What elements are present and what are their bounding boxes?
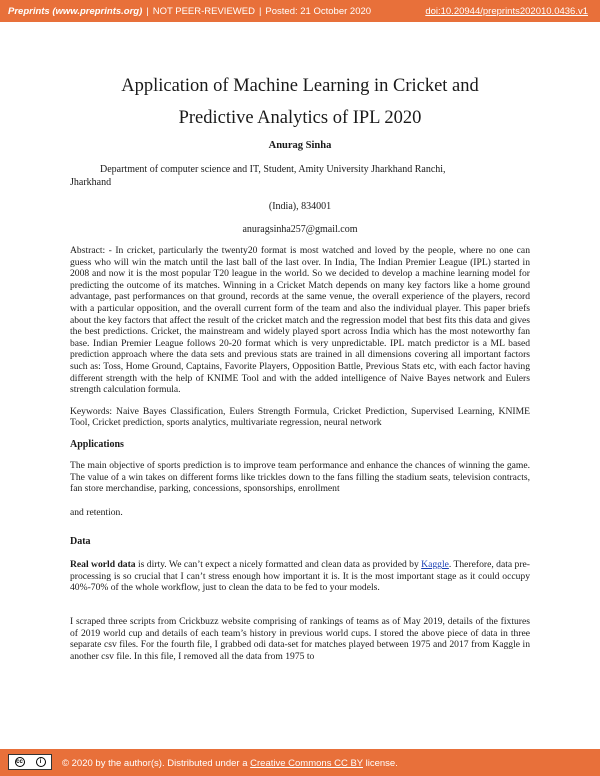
paper-body (70, 70, 530, 662)
affiliation-line-1: Department of computer science and IT, Student, Amity University Jharkhand Ranchi, (100, 164, 446, 175)
author-email[interactable]: anuragsinha257@gmail.com (242, 224, 358, 235)
kaggle-link[interactable]: Kaggle (421, 559, 449, 571)
data-heading: Data (70, 536, 91, 548)
abstract: Abstract: - In cricket, particularly the twenty20 format is most watched and loved by the people, where no one can guess who will win the match until the last ball of the last over. In India, The Indian Premier League (IPL) started in 2008 and now it is the most popular T20 league in the world. So we decided to develop a machine learning model for predicting the outcome of its matches. Winning in a Cricket Match depends on many key factors like a home ground advantage, past performances on that ground, records at the same venue, the overall experience of the players, record with a particular opposition, and the overall current form of the team and also the individual player. This paper briefs about the key factors that affect the result of the cricket match and the regression model that best fits this data and gives the best predictions. Cricket, the mainstream and widely played sport across India which has the most noteworthy fan base. Indian Premier League follows 20-20 format which is very unpredictable. IPL match predictor is a ML based prediction approach where the data sets and previous stats are trained in all dimensions covering all important factors such as: Toss, Home Ground, Captains, Favorite Players, Opposition Battle, Previous Stats etc, with each factor having different strength with the help of KNIME Tool and with the added intelligence of Naive Bayes network and Eulers strength calculation formula. (70, 245, 530, 396)
keywords: Keywords: Naive Bayes Classification, Eulers Strength Formula, Cricket Prediction, Supervised Learning, KNIME Tool, Cricket prediction, sports analytics, multivariate regression, neural network (70, 405, 530, 429)
paper-title (70, 70, 530, 134)
preprints-site-link[interactable]: Preprints (www.preprints.org) (8, 6, 143, 17)
author-name: Anurag Sinha (268, 140, 332, 151)
license-text (62, 758, 398, 769)
doi-link[interactable]: doi:10.20944/preprints202010.0436.v1 (425, 6, 588, 17)
header-info: Preprints (www.preprints.org) | NOT PEER-REVIEWED | Posted: 21 October 2020 (8, 6, 372, 17)
data-paragraph-2: I scraped three scripts from Crickbuzz website comprising of rankings of teams as of May 2019, details of the fixtures of 2019 world cup and details of each team’s history in previous world cups. I stored the above piece of data in three separate csv files. For the fourth file, I grabbed odi data-set for matches played between 1975 and 2017 from Kaggle in another csv file. In this file, I removed all the data from 1975 to (70, 616, 530, 662)
license-footer (0, 749, 600, 776)
location: (India), 834001 (268, 201, 332, 212)
data-paragraph-1 (70, 559, 530, 594)
data-para1-text-b: . Therefore, data pre-processing is so crucial that I can’t stress enough how important it is. It is the most important stage as it could occupy 40%-70% of the whole workflow, just to clean the data to be fed to your models. (70, 559, 530, 594)
license-prefix: © 2020 by the author(s). Distributed under a (62, 758, 251, 769)
data-para1-text-a: is dirty. We can’t expect a nicely formatted and clean data as provided by (135, 559, 422, 571)
preprint-header-bar (0, 0, 600, 22)
posted-date: Posted: 21 October 2020 (265, 6, 372, 17)
license-suffix: license. (362, 758, 398, 769)
applications-text: The main objective of sports prediction is to improve team performance and enhance the chances of winning the game. The value of a win takes on different forms like trickles down to the fans filling the stadium seats, television contracts, fan store merchandise, parking, concessions, sponsorships, enrollment (70, 459, 530, 495)
applications-heading: Applications (70, 438, 124, 450)
title-line-1: Application of Machine Learning in Cricket and (121, 76, 479, 96)
cc-by-license-icon[interactable]: cc i (8, 754, 52, 770)
title-line-2: Predictive Analytics of IPL 2020 (178, 108, 422, 128)
peer-review-status: NOT PEER-REVIEWED (152, 6, 255, 17)
affiliation-line-2: Jharkhand (70, 177, 112, 188)
applications-tail: and retention. (70, 506, 123, 518)
creative-commons-link[interactable]: Creative Commons CC BY (250, 758, 363, 769)
real-world-data-bold: Real world data (70, 559, 136, 571)
affiliation (70, 163, 530, 189)
